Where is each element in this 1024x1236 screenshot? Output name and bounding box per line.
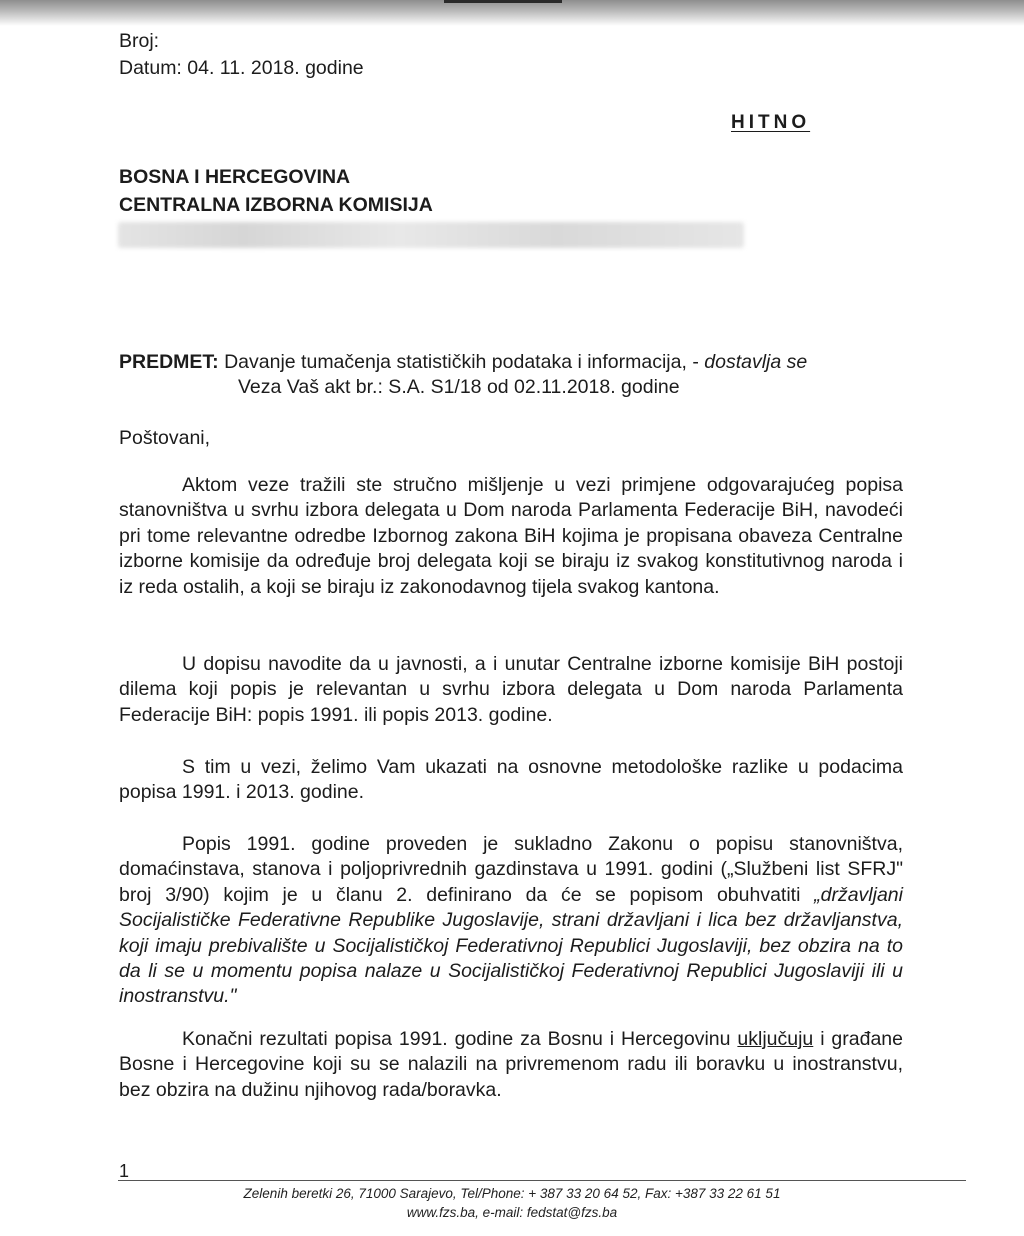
urgent-mark: HITNO xyxy=(731,112,811,133)
subject-text: Davanje tumačenja statističkih podataka i informacija, - xyxy=(224,351,699,373)
subject-line xyxy=(119,349,807,375)
paragraph-4 xyxy=(119,832,903,1010)
reference-number-label: Broj: xyxy=(119,30,160,52)
paragraph-5-start: Konačni rezultati popisa 1991. godine za Bosnu i Hercegovinu xyxy=(182,1028,731,1050)
footer-address: Zelenih beretki 26, 71000 Sarajevo, Tel/Phone: + 387 33 20 64 52, Fax: +387 33 22 61 51 xyxy=(243,1186,781,1201)
paragraph-1: Aktom veze tražili ste stručno mišljenje u vezi primjene odgovarajućeg popisa stanovništva u svrhu izbora delegata u Dom naroda Parlamenta Federacije BiH, navodeći pri tome relevantne odredbe Izbornog zakona BiH kojima je propisana obaveza Centralne izborne komisije da određuje broj delegata koji se biraju iz svakog konstitutivnog naroda i iz reda ostalih, a koji se biraju iz zakonodavnog tijela svakog kantona. xyxy=(119,474,903,598)
scan-top-shadow xyxy=(0,0,1024,26)
paragraph-4-quote: „državljani Socijalističke Federativne Republike Jugoslavije, strani državljani i lica bez državljanstva, koji imaju prebivalište u Socijalističkoj Federativnoj Republici Jugoslaviji, bez obzira na to da li se u momentu popisa nalaze u Socijalističkoj Federativnoj Republici Jugoslaviji ili u inostranstvu." xyxy=(119,883,903,1008)
subject-reference: Veza Vaš akt br.: S.A. S1/18 od 02.11.2018. godine xyxy=(238,376,680,398)
paragraph-5-underlined: uključuju xyxy=(737,1028,814,1050)
paragraph-4-intro: Popis 1991. godine proveden je sukladno Zakonu o popisu stanovništva, domaćinstava, stanova i poljoprivrednih gazdinstava u 1991. godini („Službeni list SFRJ" broj 3/90) kojim je u članu 2. definirano da će se popisom obuhvatiti xyxy=(119,833,903,906)
subject-text-italic: dostavlja se xyxy=(704,351,808,373)
paragraph-5-end: i građane Bosne i Hercegovine koji su se nalazili na privremenom radu ili boravku u inostranstvu, bez obzira na dužinu njihovog rada/boravka. xyxy=(119,1028,903,1101)
recipient-country: BOSNA I HERCEGOVINA xyxy=(119,166,351,188)
footer-divider xyxy=(118,1180,966,1181)
subject-label: PREDMET: xyxy=(119,351,219,373)
paragraph-2: U dopisu navodite da u javnosti, a i unutar Centralne izborne komisije BiH postoji dilema koji popis je relevantan u svrhu izbora delegata u Dom naroda Parlamenta Federacije BiH: popis 1991. ili popis 2013. godine. xyxy=(119,653,903,726)
document-date: Datum: 04. 11. 2018. godine xyxy=(119,57,364,79)
page-number: 1 xyxy=(119,1161,130,1181)
paragraph-5 xyxy=(119,1027,903,1103)
scan-top-mark xyxy=(444,0,562,3)
footer-web-email: www.fzs.ba, e-mail: fedstat@fzs.ba xyxy=(406,1205,618,1220)
redacted-address xyxy=(118,222,744,248)
paragraph-3: S tim u vezi, želimo Vam ukazati na osnovne metodološke razlike u podacima popisa 1991. i 2013. godine. xyxy=(119,756,903,804)
salutation: Poštovani, xyxy=(119,427,211,449)
recipient-institution: CENTRALNA IZBORNA KOMISIJA xyxy=(119,194,433,216)
